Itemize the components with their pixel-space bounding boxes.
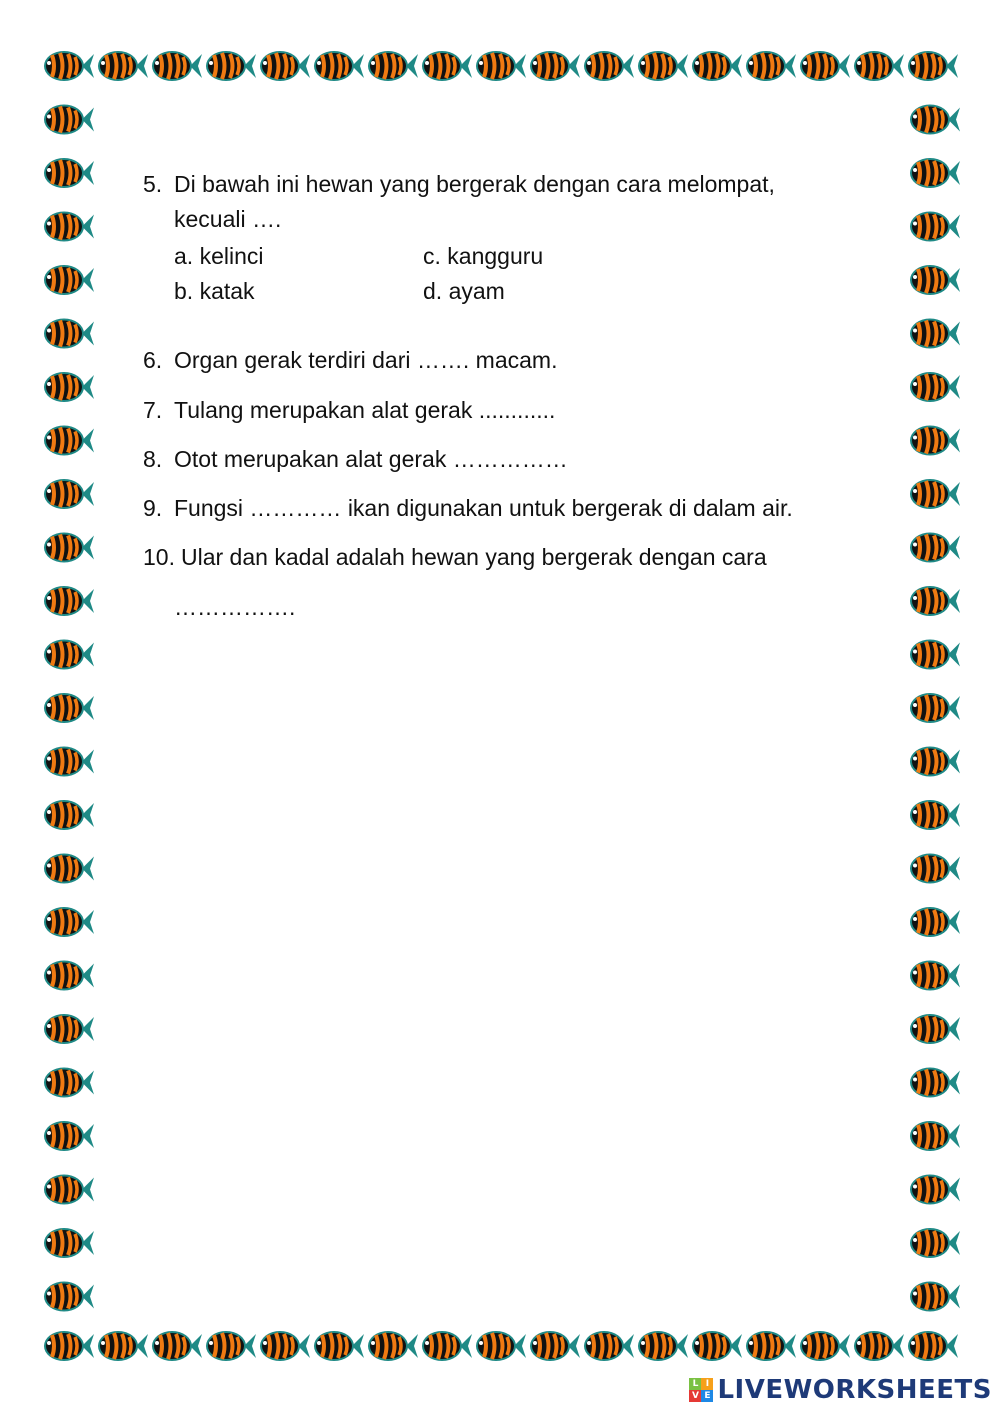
liveworksheets-text: LIVEWORKSHEETS — [717, 1375, 992, 1405]
question-8-number: 8. — [143, 446, 163, 472]
option-c: c. kangguru — [423, 243, 544, 269]
fish-icon — [910, 265, 960, 295]
question-5-number: 5. — [143, 171, 163, 197]
fish-icon — [44, 1068, 94, 1098]
fish-icon — [44, 640, 94, 670]
fish-icon — [152, 1331, 202, 1361]
fish-icon — [44, 586, 94, 616]
option-a: a. kelinci — [174, 243, 264, 269]
fish-icon — [530, 51, 580, 81]
fish-icon — [910, 1014, 960, 1044]
fish-icon — [530, 1331, 580, 1361]
fish-icon — [260, 51, 310, 81]
fish-icon — [638, 1331, 688, 1361]
fish-icon — [44, 1121, 94, 1151]
fish-icon — [368, 51, 418, 81]
fish-icon — [800, 1331, 850, 1361]
fish-icon — [98, 51, 148, 81]
fish-icon — [910, 800, 960, 830]
fish-icon — [910, 961, 960, 991]
fish-icon — [910, 105, 960, 135]
fish-icon — [44, 1331, 94, 1361]
question-10-number: 10. — [143, 544, 175, 570]
fish-icon — [44, 479, 94, 509]
question-9-number: 9. — [143, 495, 163, 521]
fish-icon — [422, 51, 472, 81]
fish-icon — [152, 51, 202, 81]
fish-icon — [910, 1121, 960, 1151]
fish-icon — [44, 747, 94, 777]
question-6-number: 6. — [143, 347, 163, 373]
fish-icon — [44, 212, 94, 242]
fish-icon — [44, 105, 94, 135]
fish-icon — [910, 693, 960, 723]
fish-icon — [910, 158, 960, 188]
fish-icon — [910, 1228, 960, 1258]
fish-icon — [44, 961, 94, 991]
fish-icon — [910, 533, 960, 563]
fish-icon — [314, 51, 364, 81]
fish-icon — [44, 319, 94, 349]
fish-icon — [910, 586, 960, 616]
fish-icon — [910, 319, 960, 349]
fish-icon — [44, 426, 94, 456]
fish-icon — [910, 1068, 960, 1098]
fish-icon — [910, 372, 960, 402]
fish-icon — [260, 1331, 310, 1361]
question-7-number: 7. — [143, 397, 163, 423]
fish-icon — [910, 854, 960, 884]
fish-icon — [44, 51, 94, 81]
fish-icon — [800, 51, 850, 81]
fish-icon — [206, 1331, 256, 1361]
question-7-text: Tulang merupakan alat gerak ............ — [174, 397, 556, 423]
fish-icon — [910, 212, 960, 242]
fish-icon — [422, 1331, 472, 1361]
question-8-text: Otot merupakan alat gerak …………… — [174, 446, 568, 472]
option-d: d. ayam — [423, 278, 505, 304]
fish-icon — [584, 51, 634, 81]
question-5-text-line1: Di bawah ini hewan yang bergerak dengan cara melompat, — [174, 171, 775, 197]
fish-icon — [854, 51, 904, 81]
fish-icon — [44, 158, 94, 188]
fish-icon — [476, 1331, 526, 1361]
fish-icon — [638, 51, 688, 81]
fish-icon — [910, 1175, 960, 1205]
liveworksheets-brand — [689, 1373, 992, 1407]
fish-icon — [314, 1331, 364, 1361]
fish-icon — [910, 747, 960, 777]
fish-icon — [476, 51, 526, 81]
fish-icon — [44, 907, 94, 937]
fish-icon — [44, 1014, 94, 1044]
question-10-text-line1: Ular dan kadal adalah hewan yang bergerak dengan cara — [181, 544, 767, 570]
question-5-text-line2: kecuali …. — [174, 206, 282, 232]
fish-icon — [44, 533, 94, 563]
fish-icon — [746, 1331, 796, 1361]
fish-icon — [910, 479, 960, 509]
fish-icon — [910, 1282, 960, 1312]
fish-icon — [746, 51, 796, 81]
fish-icon — [692, 51, 742, 81]
question-9-text: Fungsi ………… ikan digunakan untuk bergerak di dalam air. — [174, 495, 793, 521]
fish-icon — [44, 800, 94, 830]
fish-icon — [908, 51, 958, 81]
fish-icon — [584, 1331, 634, 1361]
fish-icon — [692, 1331, 742, 1361]
fish-icon — [44, 372, 94, 402]
fish-icon — [44, 265, 94, 295]
question-6-text: Organ gerak terdiri dari ……. macam. — [174, 347, 558, 373]
fish-icon — [368, 1331, 418, 1361]
liveworksheets-logo-icon: L I V E — [689, 1378, 713, 1402]
fish-icon — [44, 1228, 94, 1258]
fish-icon — [910, 907, 960, 937]
fish-icon — [44, 693, 94, 723]
fish-icon — [44, 854, 94, 884]
fish-icon — [44, 1175, 94, 1205]
fish-icon — [910, 640, 960, 670]
question-10-text-line2: ……………. — [174, 594, 296, 620]
option-b: b. katak — [174, 278, 255, 304]
fish-icon — [854, 1331, 904, 1361]
fish-icon — [908, 1331, 958, 1361]
fish-icon — [44, 1282, 94, 1312]
fish-icon — [206, 51, 256, 81]
fish-icon — [98, 1331, 148, 1361]
fish-icon — [910, 426, 960, 456]
